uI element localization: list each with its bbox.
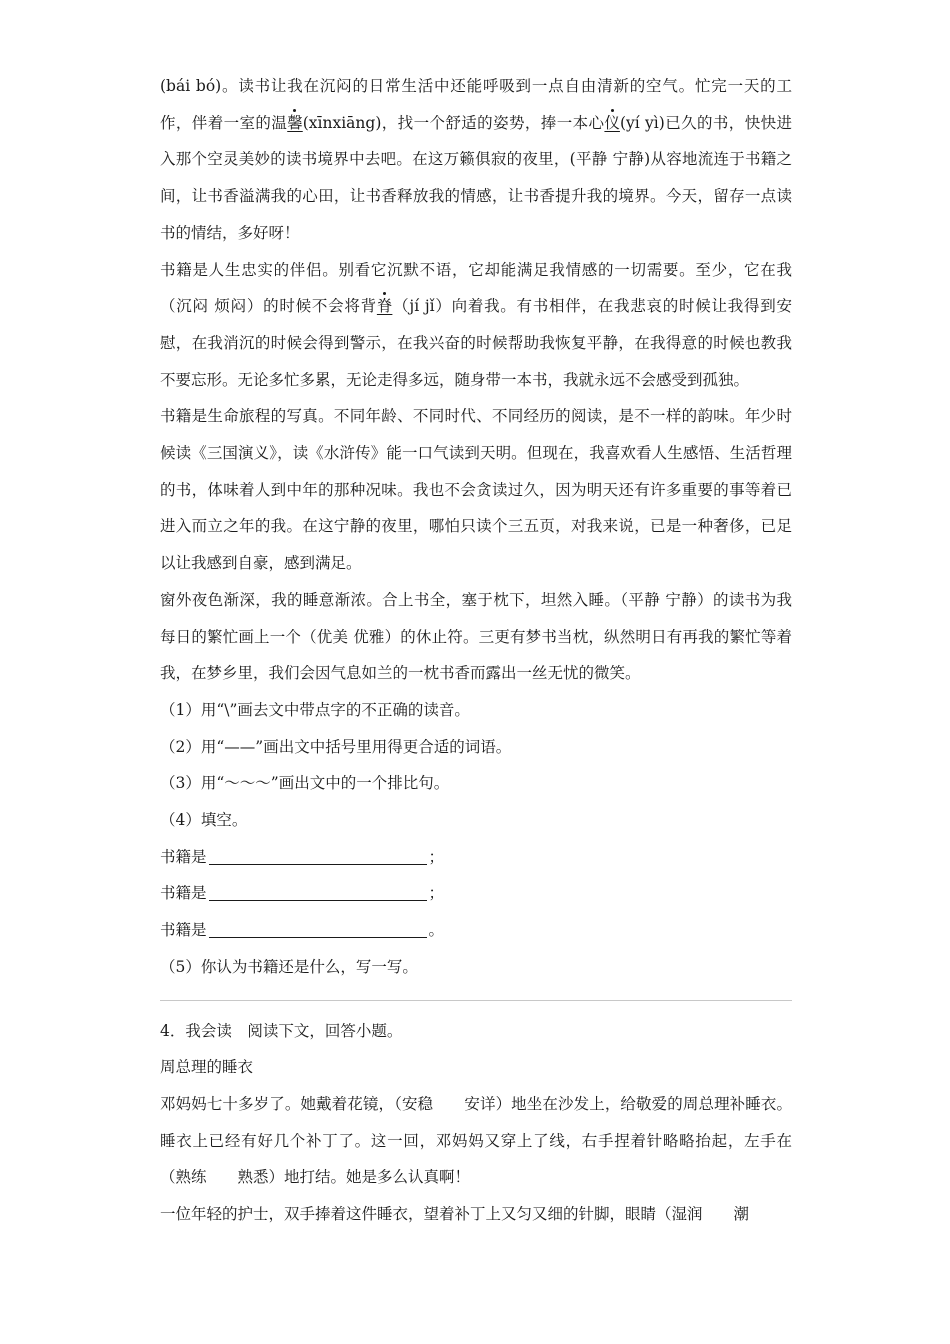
paragraph-life-journey: 书籍是生命旅程的写真。不同年龄、不同时代、不同经历的阅读，是不一样的韵味。年少时候读《三国演义》，读《水浒传》能一口气读到天明。但现在，我喜欢看人生感悟、生活哲理的书，体味着人到中年的那种况味。我也不会贪读过久，因为明天还有许多重要的事等着已进入而立之年的我。在这宁静的夜里，哪怕只读个三五页，对我来说，已是一种奢侈，已足以让我感到自豪，感到满足。 [160,407,792,573]
dotted-character: 馨 [287,105,303,142]
article-title: 周总理的睡衣 [160,1058,254,1077]
text-segment: （jí jǐ）向着我。有书相伴，在我悲哀的时候让我得到安慰，在我消沉的时候会得到警示，在我兴奋的时候帮助我恢复平静，在我得意的时候也教我不要忘形。无论多忙多累，无论走得多远，随身带一本书，我就永远不会感受到孤独。 [160,297,792,389]
answer-blank[interactable] [209,846,427,865]
paragraph-companion [160,252,792,399]
question-5: （5）你认为书籍还是什么，写一写。 [160,957,418,976]
fill-prefix: 书籍是 [160,884,207,903]
fill-line-1 [160,839,792,876]
question-4: （4）填空。 [160,811,248,830]
fill-prefix: 书籍是 [160,921,207,940]
dotted-character: 脊 [377,288,393,325]
fill-end: 。 [428,921,445,940]
section-divider [160,1000,792,1001]
paragraph-night: 窗外夜色渐深，我的睡意渐浓。合上书全，塞于枕下，坦然入睡。（平静 宁静）的读书为我每日的繁忙画上一个（优美 优雅）的休止符。三更有梦书当枕，纵然明日有再我的繁忙等着我，在梦乡里，我们会因气息如兰的一枕书香而露出一丝无忧的微笑。 [160,590,792,683]
fill-end: ； [428,884,445,903]
article-paragraph-2: 一位年轻的护士，双手捧着这件睡衣，望着补丁上又匀又细的针脚，眼睛（湿润 潮 [160,1205,750,1224]
fill-line-3 [160,912,792,949]
text-segment: (yí yì)已久的书，快快进入那个空灵美妙的读书境界中去吧。在这万籁俱寂的夜里，(平静 宁静)从容地流连于书籍之间，让书香溢满我的心田，让书香释放我的情感，让书香提升我的境界。今天，留存一点读书的情结，多好呀！ [160,113,793,242]
dotted-character: 仪 [604,105,620,142]
fill-line-2 [160,875,792,912]
paragraph-reading-intro [160,68,792,252]
answer-blank[interactable] [209,919,427,938]
question-2: （2）用“——”画出文中括号里用得更合适的词语。 [160,737,512,756]
article-paragraph-1: 邓妈妈七十多岁了。她戴着花镜，（安稳 安详）地坐在沙发上，给敬爱的周总理补睡衣。睡衣上已经有好几个补丁了。这一回，邓妈妈又穿上了线，右手捏着针略略抬起，左手在（熟练 熟悉）地打结。她是多么认真啊！ [160,1094,792,1187]
question-1: （1）用“\”画去文中带点字的不正确的读音。 [160,700,470,719]
fill-prefix: 书籍是 [160,847,207,866]
section-heading: 4．我会读 阅读下文，回答小题。 [160,1021,403,1040]
answer-blank[interactable] [209,882,427,901]
text-segment: 书籍是人生忠实的伴侣。别看它沉默不语，它却能满足我情感的一切需要。至少，它在我（沉闷 烦闷）的时候不会将背 [160,260,792,316]
document-page [160,68,792,1233]
question-3: （3）用“～～～”画出文中的一个排比句。 [160,774,450,793]
text-segment: (xīnxiāng)，找一个舒适的姿势，捧一本心 [302,113,605,132]
text-segment: (bái bó)。读书让我在沉闷的日常生活中还能呼吸到一点自由清新的空气。忙完一天的工作，伴着一室的温 [160,77,792,132]
fill-end: ； [428,847,445,866]
